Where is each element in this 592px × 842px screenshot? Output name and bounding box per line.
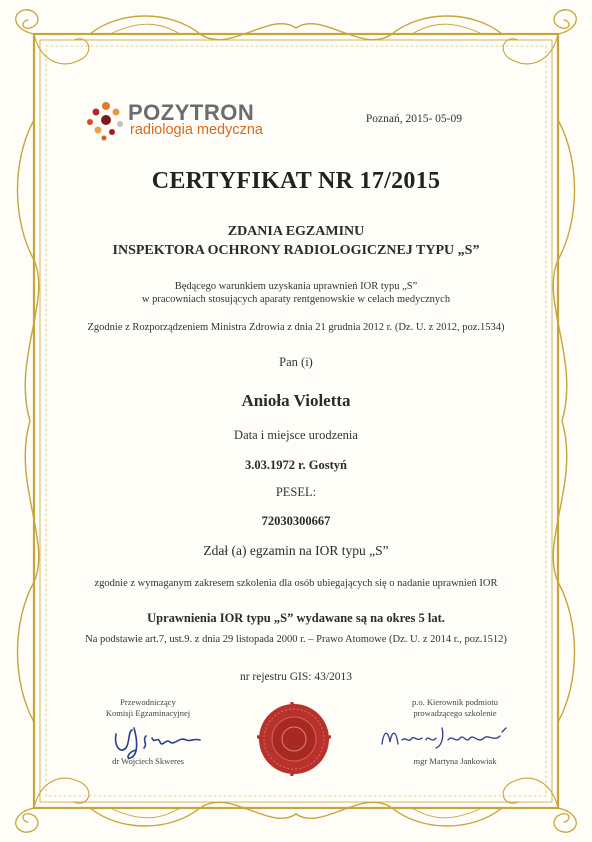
right-signer-name: mgr Martyna Jankowiak xyxy=(413,756,497,766)
subtitle-line1: ZDANIA EGZAMINU xyxy=(227,224,365,239)
logo-dots-icon xyxy=(84,98,128,142)
company-logo xyxy=(84,98,294,142)
right-role-line1: p.o. Kierownik podmiotu xyxy=(412,697,498,707)
pesel-label: PESEL: xyxy=(275,485,317,499)
holder-name: Anioła Violetta xyxy=(241,391,351,410)
registry-number: nr rejestru GIS: 43/2013 xyxy=(239,671,353,683)
salutation: Pan (i) xyxy=(279,355,313,369)
logo-subtitle: radiologia medyczna xyxy=(130,122,263,138)
left-signer-name: dr Wojciech Skweres xyxy=(112,756,184,766)
logo-title: POZYTRON xyxy=(128,100,255,125)
legal-basis: Na podstawie art.7, ust.9. z dnia 29 listopada 2000 r. – Prawo Atomowe (Dz. U. z 2014 r., poz.1512) xyxy=(85,634,507,645)
place-date: Poznań, 2015- 05-09 xyxy=(365,113,462,125)
validity-text: Uprawnienia IOR typu „S” wydawane są na okres 5 lat. xyxy=(147,611,445,625)
wax-seal xyxy=(257,702,331,776)
right-handwritten-signature xyxy=(378,722,518,754)
pesel-value: 72030300667 xyxy=(261,514,331,528)
scope-text: zgodnie z wymaganym zakresem szkolenia dla osób ubiegających się o nadanie uprawnień IOR xyxy=(94,578,498,589)
birth-label: Data i miejsce urodzenia xyxy=(234,428,358,442)
regulation-text: Zgodnie z Rozporządzeniem Ministra Zdrowia z dnia 21 grudnia 2012 r. (Dz. U. z 2012, poz.1534) xyxy=(87,322,505,333)
passed-text: Zdał (a) egzamin na IOR typu „S” xyxy=(203,543,389,558)
subtitle-line2: INSPEKTORA OCHRONY RADIOLOGICZNEJ TYPU „S” xyxy=(112,243,480,258)
right-signer-role xyxy=(390,697,520,719)
left-role-line2: Komisji Egzaminacyjnej xyxy=(105,708,191,718)
left-signer-role xyxy=(88,697,208,719)
birth-value: 3.03.1972 r. Gostyń xyxy=(245,458,347,472)
intro-line1: Będącego warunkiem uzyskania uprawnień IOR typu „S” xyxy=(174,281,418,292)
intro-line2: w pracowniach stosujących aparaty rentgenowskie w celach medycznych xyxy=(141,294,451,305)
right-role-line2: prowadzącego szkolenie xyxy=(413,708,497,718)
certificate-title: CERTYFIKAT NR 17/2015 xyxy=(151,168,441,194)
left-role-line1: Przewodniczący xyxy=(120,697,176,707)
